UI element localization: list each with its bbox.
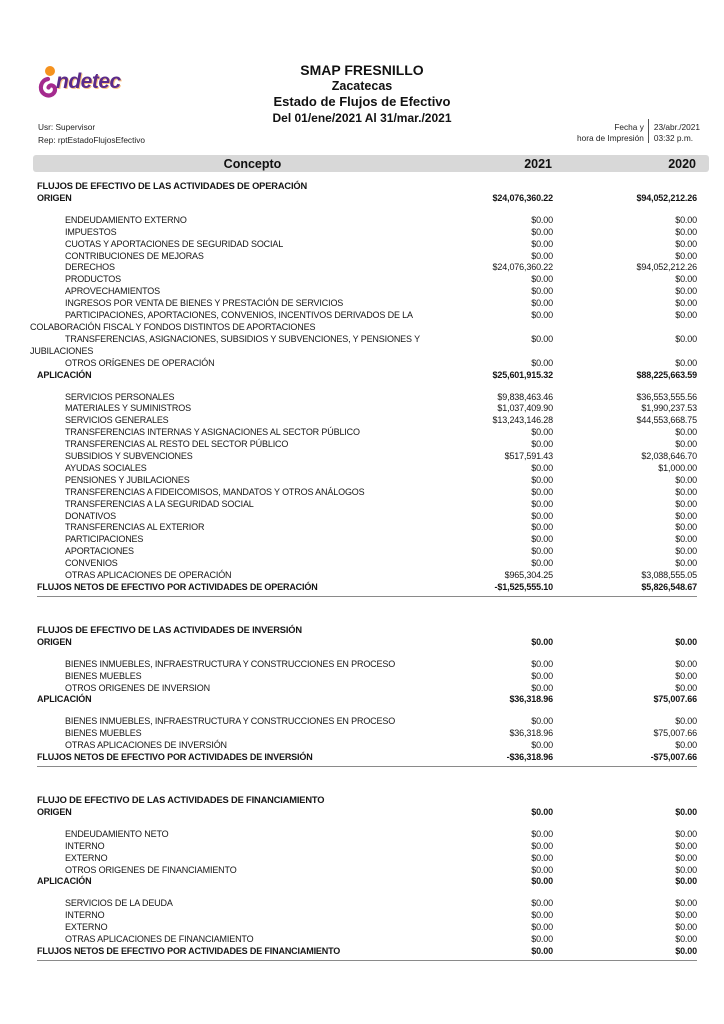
report-section xyxy=(30,181,697,597)
value-2021: -$36,318.96 xyxy=(506,752,553,763)
value-2021: $0.00 xyxy=(531,546,553,557)
value-2021: $0.00 xyxy=(531,226,553,237)
value-2020: $0.00 xyxy=(675,286,697,297)
value-2021: $25,601,915.32 xyxy=(492,369,553,380)
value-2021: $0.00 xyxy=(531,740,553,751)
row-label: APLICACIÓN xyxy=(37,369,92,380)
row-label: OTRAS APLICACIONES DE INVERSIÓN xyxy=(65,740,227,751)
table-row xyxy=(37,262,697,274)
table-row xyxy=(37,728,697,740)
value-2020: $75,007.66 xyxy=(653,694,697,705)
value-2020: $2,038,646.70 xyxy=(641,451,697,462)
value-2021: $0.00 xyxy=(531,298,553,309)
section-underline xyxy=(37,596,697,597)
table-row xyxy=(37,215,697,227)
user-line: Usr: Supervisor xyxy=(38,122,96,132)
value-2021: $36,318.96 xyxy=(509,694,553,705)
row-label: BIENES MUEBLES xyxy=(65,670,142,681)
value-2020: $94,052,212.26 xyxy=(636,262,697,273)
table-row xyxy=(37,752,697,764)
table-row xyxy=(37,415,697,427)
report-body xyxy=(30,181,697,961)
table-row xyxy=(37,534,697,546)
value-2021: $1,037,409.90 xyxy=(497,403,553,414)
table-row xyxy=(37,370,697,382)
value-2021: $0.00 xyxy=(531,558,553,569)
table-row xyxy=(37,546,697,558)
value-2021: $0.00 xyxy=(531,486,553,497)
table-row xyxy=(37,637,697,649)
table-row xyxy=(37,522,697,534)
value-2021: $0.00 xyxy=(531,898,553,909)
row-label: ORIGEN xyxy=(37,806,72,817)
table-row xyxy=(37,694,697,706)
table-row xyxy=(37,865,697,877)
row-label: AYUDAS SOCIALES xyxy=(65,462,147,473)
table-row xyxy=(37,463,697,475)
table-row xyxy=(37,451,697,463)
value-2021: $24,076,360.22 xyxy=(492,192,553,203)
table-row xyxy=(37,439,697,451)
row-label: OTROS ORIGENES DE INVERSION xyxy=(65,682,210,693)
value-2021: $0.00 xyxy=(531,922,553,933)
value-2021: $0.00 xyxy=(531,333,553,344)
value-2021: $36,318.96 xyxy=(509,728,553,739)
value-2021: $0.00 xyxy=(531,636,553,647)
value-2020: $94,052,212.26 xyxy=(636,192,697,203)
row-label: PARTICIPACIONES, APORTACIONES, CONVENIOS, INCENTIVOS DERIVADOS DE LA COLABORACIÓN FISCAL Y FONDOS DISTINTOS DE APORTACIONES xyxy=(30,310,413,332)
value-2021: -$1,525,555.10 xyxy=(494,582,553,592)
value-2020: $0.00 xyxy=(675,522,697,533)
value-2021: $9,838,463.46 xyxy=(497,391,553,402)
value-2021: $0.00 xyxy=(531,806,553,817)
value-2020: $0.00 xyxy=(675,558,697,569)
value-2020: -$75,007.66 xyxy=(650,752,697,763)
row-label: TRANSFERENCIAS AL EXTERIOR xyxy=(65,522,205,533)
table-row xyxy=(37,910,697,922)
value-2021: $0.00 xyxy=(531,534,553,545)
value-2021: $0.00 xyxy=(531,852,553,863)
table-column-header xyxy=(33,155,709,172)
table-row xyxy=(37,946,697,958)
table-row xyxy=(37,227,697,239)
value-2021: $0.00 xyxy=(531,682,553,693)
table-row xyxy=(37,358,697,370)
value-2020: $0.00 xyxy=(675,250,697,261)
value-2021: $0.00 xyxy=(531,828,553,839)
row-label: PRODUCTOS xyxy=(65,274,121,285)
value-2020: $0.00 xyxy=(675,310,697,321)
value-2020: $1,000.00 xyxy=(658,462,697,473)
value-2021: $0.00 xyxy=(531,462,553,473)
table-row xyxy=(37,841,697,853)
value-2021: $0.00 xyxy=(531,214,553,225)
row-label: FLUJOS NETOS DE EFECTIVO POR ACTIVIDADES DE FINANCIAMIENTO xyxy=(37,945,341,956)
table-row xyxy=(37,403,697,415)
table-row xyxy=(37,427,697,439)
value-2020: $3,088,555.05 xyxy=(641,570,697,581)
row-label: BIENES INMUEBLES, INFRAESTRUCTURA Y CONSTRUCCIONES EN PROCESO xyxy=(65,658,396,669)
value-2020: $0.00 xyxy=(675,333,697,344)
value-2021: $0.00 xyxy=(531,427,553,438)
table-row xyxy=(37,898,697,910)
value-2020: $88,225,663.59 xyxy=(636,369,697,380)
table-row xyxy=(37,934,697,946)
section-title: FLUJOS DE EFECTIVO DE LAS ACTIVIDADES DE OPERACIÓN xyxy=(37,181,308,191)
row-label: FLUJOS NETOS DE EFECTIVO POR ACTIVIDADES DE INVERSIÓN xyxy=(37,752,313,763)
row-label: ENDEUDAMIENTO EXTERNO xyxy=(65,214,187,225)
print-labels xyxy=(577,122,648,143)
table-row xyxy=(37,807,697,819)
table-row xyxy=(37,499,697,511)
value-2020: $0.00 xyxy=(675,474,697,485)
table-row xyxy=(37,582,697,594)
value-2021: $0.00 xyxy=(531,474,553,485)
row-label: TRANSFERENCIAS, ASIGNACIONES, SUBSIDIOS Y SUBVENCIONES, Y PENSIONES Y JUBILACIONES xyxy=(30,333,420,356)
row-label: APORTACIONES xyxy=(65,546,134,557)
value-2021: $0.00 xyxy=(531,945,553,956)
row-label: DERECHOS xyxy=(65,262,115,273)
row-label: APLICACIÓN xyxy=(37,876,92,887)
table-row xyxy=(37,392,697,404)
table-row xyxy=(37,570,697,582)
value-2020: $0.00 xyxy=(675,828,697,839)
value-2021: $13,243,146.28 xyxy=(492,415,553,426)
table-row xyxy=(37,511,697,523)
row-label: ORIGEN xyxy=(37,192,72,203)
table-row xyxy=(37,922,697,934)
column-2021: 2021 xyxy=(524,156,552,171)
report-period: Del 01/ene/2021 Al 31/mar./2021 xyxy=(272,111,452,125)
table-row xyxy=(37,671,697,683)
value-2020: $36,553,555.56 xyxy=(636,391,697,402)
value-2020: $0.00 xyxy=(675,498,697,509)
table-row xyxy=(37,740,697,752)
value-2020: $5,826,548.67 xyxy=(641,582,697,592)
print-label-line1: Fecha y xyxy=(614,122,644,132)
value-2021: $0.00 xyxy=(531,310,553,321)
table-row xyxy=(37,683,697,695)
value-2020: $75,007.66 xyxy=(653,728,697,739)
table-row xyxy=(37,853,697,865)
row-label: DONATIVOS xyxy=(65,510,116,521)
value-2021: $0.00 xyxy=(531,498,553,509)
section-title: FLUJO DE EFECTIVO DE LAS ACTIVIDADES DE FINANCIAMIENTO xyxy=(37,794,325,805)
row-label: EXTERNO xyxy=(65,922,108,933)
org-name: SMAP FRESNILLO xyxy=(300,62,424,78)
value-2021: $0.00 xyxy=(531,439,553,450)
print-time: 03:32 p.m. xyxy=(653,132,694,143)
value-2021: $0.00 xyxy=(531,250,553,261)
table-row xyxy=(37,876,697,888)
value-2020: $0.00 xyxy=(675,510,697,521)
value-2020: $0.00 xyxy=(675,439,697,450)
table-row xyxy=(37,829,697,841)
row-label: APROVECHAMIENTOS xyxy=(65,286,160,297)
value-2020: $0.00 xyxy=(675,945,697,956)
row-label: OTRAS APLICACIONES DE FINANCIAMIENTO xyxy=(65,934,254,945)
value-2020: $0.00 xyxy=(675,852,697,863)
row-label: SUBSIDIOS Y SUBVENCIONES xyxy=(65,451,193,462)
row-label: ENDEUDAMIENTO NETO xyxy=(65,828,169,839)
table-row xyxy=(37,716,697,728)
row-label: PARTICIPACIONES xyxy=(65,534,144,545)
column-2020: 2020 xyxy=(668,156,696,171)
row-label: EXTERNO xyxy=(65,852,108,863)
row-label: SERVICIOS PERSONALES xyxy=(65,391,175,402)
value-2020: $0.00 xyxy=(675,740,697,751)
row-label: INTERNO xyxy=(65,910,105,921)
value-2020: $0.00 xyxy=(675,806,697,817)
table-row xyxy=(37,286,697,298)
value-2020: $0.00 xyxy=(675,898,697,909)
value-2020: $0.00 xyxy=(675,716,697,727)
value-2020: $0.00 xyxy=(675,910,697,921)
value-2020: $0.00 xyxy=(675,357,697,368)
section-underline xyxy=(37,766,697,767)
table-row xyxy=(37,558,697,570)
value-2020: $0.00 xyxy=(675,226,697,237)
print-date: 23/abr./2021 xyxy=(653,122,700,132)
table-row xyxy=(37,487,697,499)
row-label: TRANSFERENCIAS AL RESTO DEL SECTOR PÚBLICO xyxy=(65,439,289,450)
table-row xyxy=(37,239,697,251)
section-underline xyxy=(37,960,697,961)
report-title: Estado de Flujos de Efectivo xyxy=(273,94,451,109)
value-2021: $0.00 xyxy=(531,286,553,297)
value-2020: $0.00 xyxy=(675,486,697,497)
row-label: ORIGEN xyxy=(37,636,72,647)
value-2021: $24,076,360.22 xyxy=(492,262,553,273)
section-title: FLUJOS DE EFECTIVO DE LAS ACTIVIDADES DE INVERSIÓN xyxy=(37,624,302,635)
value-2021: $517,591.43 xyxy=(504,451,553,462)
value-2021: $0.00 xyxy=(531,357,553,368)
table-row xyxy=(37,298,697,310)
row-label: MATERIALES Y SUMINISTROS xyxy=(65,403,191,414)
table-row xyxy=(37,251,697,263)
value-2020: $0.00 xyxy=(675,922,697,933)
row-label: SERVICIOS DE LA DEUDA xyxy=(65,898,173,909)
row-label: TRANSFERENCIAS A LA SEGURIDAD SOCIAL xyxy=(65,498,254,509)
row-label: IMPUESTOS xyxy=(65,226,117,237)
table-row xyxy=(37,659,697,671)
value-2020: $0.00 xyxy=(675,298,697,309)
row-label: BIENES INMUEBLES, INFRAESTRUCTURA Y CONSTRUCCIONES EN PROCESO xyxy=(65,716,396,727)
indetec-logo-text: ndetec xyxy=(56,70,121,93)
row-label: APLICACIÓN xyxy=(37,694,92,705)
value-2021: $0.00 xyxy=(531,510,553,521)
row-label: PENSIONES Y JUBILACIONES xyxy=(65,474,190,485)
value-2020: $0.00 xyxy=(675,670,697,681)
org-state: Zacatecas xyxy=(331,79,393,93)
value-2020: $0.00 xyxy=(675,934,697,945)
value-2021: $0.00 xyxy=(531,934,553,945)
value-2020: $44,553,668.75 xyxy=(636,415,697,426)
row-label: INTERNO xyxy=(65,840,105,851)
table-row xyxy=(37,274,697,286)
value-2020: $0.00 xyxy=(675,546,697,557)
print-label-line2: hora de Impresión xyxy=(576,132,644,143)
value-2021: $965,304.25 xyxy=(504,570,553,581)
value-2020: $0.00 xyxy=(675,682,697,693)
column-concept: Concepto xyxy=(223,156,282,171)
value-2021: $0.00 xyxy=(531,670,553,681)
report-line: Rep: rptEstadoFlujosEfectivo xyxy=(38,135,145,145)
row-label: INGRESOS POR VENTA DE BIENES Y PRESTACIÓN DE SERVICIOS xyxy=(65,298,344,309)
row-label: SERVICIOS GENERALES xyxy=(65,415,169,426)
row-label: CUOTAS Y APORTACIONES DE SEGURIDAD SOCIAL xyxy=(65,238,284,249)
value-2020: $0.00 xyxy=(675,840,697,851)
value-2021: $0.00 xyxy=(531,274,553,285)
row-label: OTRAS APLICACIONES DE OPERACIÓN xyxy=(65,570,232,581)
print-values xyxy=(649,122,700,143)
value-2020: $0.00 xyxy=(675,534,697,545)
value-2021: $0.00 xyxy=(531,716,553,727)
row-label: OTROS ORÍGENES DE OPERACIÓN xyxy=(65,357,215,368)
row-label: BIENES MUEBLES xyxy=(65,728,142,739)
table-row xyxy=(37,193,697,205)
value-2020: $0.00 xyxy=(675,876,697,887)
value-2021: $0.00 xyxy=(531,658,553,669)
row-label: TRANSFERENCIAS A FIDEICOMISOS, MANDATOS Y OTROS ANÁLOGOS xyxy=(65,486,365,497)
report-section xyxy=(37,795,697,961)
value-2020: $1,990,237.53 xyxy=(641,403,697,414)
row-label: CONVENIOS xyxy=(65,558,118,569)
value-2020: $0.00 xyxy=(675,427,697,438)
value-2020: $0.00 xyxy=(675,274,697,285)
value-2020: $0.00 xyxy=(675,238,697,249)
value-2020: $0.00 xyxy=(675,658,697,669)
row-label: CONTRIBUCIONES DE MEJORAS xyxy=(65,250,204,261)
row-label: TRANSFERENCIAS INTERNAS Y ASIGNACIONES AL SECTOR PÚBLICO xyxy=(65,427,360,438)
value-2021: $0.00 xyxy=(531,910,553,921)
print-info xyxy=(577,122,700,143)
table-row xyxy=(37,475,697,487)
value-2020: $0.00 xyxy=(675,636,697,647)
title-block xyxy=(0,62,724,126)
meta-left xyxy=(38,121,145,147)
report-section xyxy=(37,625,697,767)
value-2021: $0.00 xyxy=(531,864,553,875)
value-2021: $0.00 xyxy=(531,840,553,851)
value-2020: $0.00 xyxy=(675,864,697,875)
value-2021: $0.00 xyxy=(531,238,553,249)
row-label: OTROS ORIGENES DE FINANCIAMIENTO xyxy=(65,864,237,875)
table-row xyxy=(30,333,697,358)
value-2020: $0.00 xyxy=(675,214,697,225)
row-label: FLUJOS NETOS DE EFECTIVO POR ACTIVIDADES DE OPERACIÓN xyxy=(37,582,318,592)
value-2021: $0.00 xyxy=(531,876,553,887)
value-2021: $0.00 xyxy=(531,522,553,533)
table-row xyxy=(30,310,697,334)
